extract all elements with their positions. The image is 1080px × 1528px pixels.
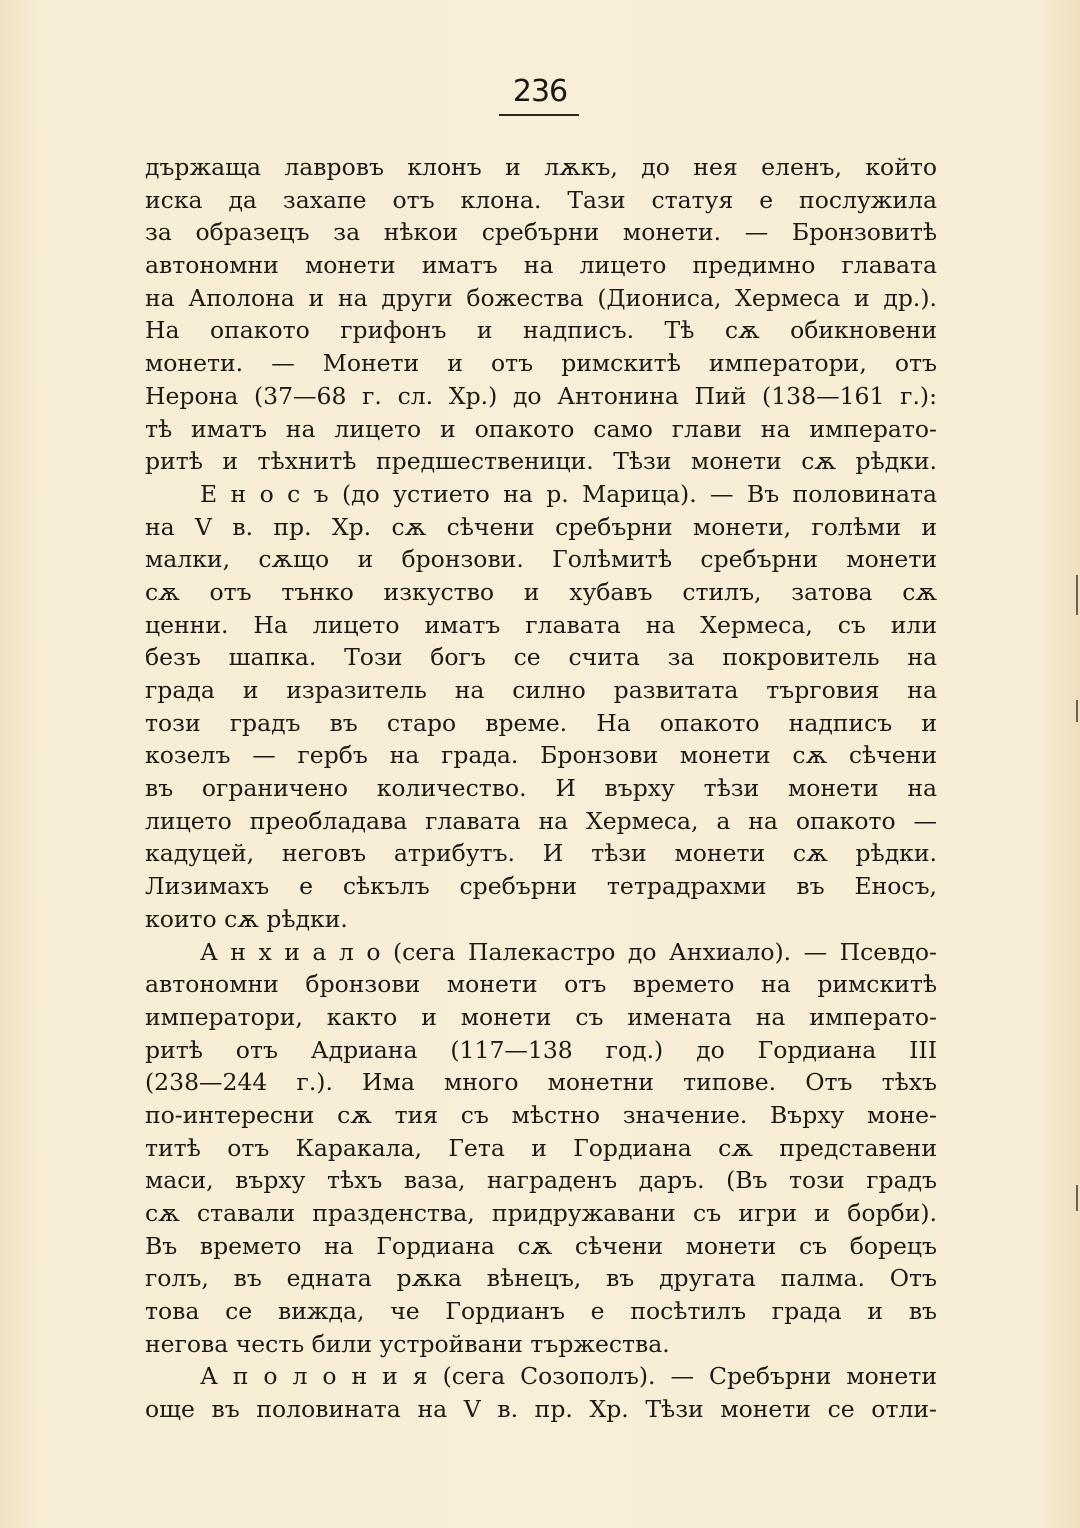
page-number: 236 <box>512 74 568 109</box>
page-edge-mark <box>1076 575 1078 615</box>
text-line: Лизимахъ е сѣкълъ сребърни тетрадрахми въ Еносъ, <box>145 872 937 901</box>
text-line: голъ, въ едната рѫка вѣнецъ, въ другата палма. Отъ <box>145 1264 937 1293</box>
page-edge-mark <box>1076 1185 1078 1211</box>
text-line: На опакото грифонъ и надписъ. Тѣ сѫ обикновени <box>145 316 937 345</box>
text-line: титѣ отъ Каракала, Гета и Гордиана сѫ представени <box>145 1133 937 1162</box>
text-line: монети. — Монети и отъ римскитѣ императори, отъ <box>145 349 937 378</box>
text-line: града и изразитель на силно развитата търговия на <box>145 676 937 704</box>
page-number-underline <box>499 114 579 116</box>
text-line: (238—244 г.). Има много монетни типове. Отъ тѣхъ <box>145 1068 937 1097</box>
text-line: иска да захапе отъ клона. Тази статуя е послужила <box>145 185 937 214</box>
text-line: автономни монети иматъ на лицето предимно главата <box>145 251 937 280</box>
text-line: на Аполона и на други божества (Диониса, Хермеса и др.). <box>145 283 937 312</box>
text-line: кадуцей, неговъ атрибутъ. И тѣзи монети сѫ рѣдки. <box>145 839 937 868</box>
text-line: А н х и а л о (сега Палекастро до Анхиало). — Псевдо- <box>200 937 937 966</box>
paragraph-enos <box>145 478 937 936</box>
text-line: лицето преобладава главата на Хермеса, а на опакото — <box>145 806 937 835</box>
text-line: за образецъ за нѣкои сребърни монети. — Бронзовитѣ <box>145 218 937 247</box>
paragraph-anhialo <box>145 936 937 1361</box>
text-line: А п о л о н и я (сега Созополъ). — Сребърни монети <box>200 1362 937 1391</box>
text-line: сѫ ставали празденства, придружавани съ игри и борби). <box>145 1199 937 1227</box>
text-line: ритѣ и тѣхнитѣ предшественици. Тѣзи монети сѫ рѣдки. <box>145 447 937 476</box>
paragraph-1 <box>145 151 937 478</box>
text-line: въ ограничено количество. И върху тѣзи монети на <box>145 774 937 803</box>
page-edge-mark <box>1076 700 1078 722</box>
body-text <box>145 151 937 1426</box>
text-line: Е н о с ъ (до устието на р. Марица). — Въ половината <box>200 479 937 508</box>
text-line: държаща лавровъ клонъ и лѫкъ, до нея еленъ, който <box>145 153 937 181</box>
text-line: които сѫ рѣдки. <box>145 904 348 933</box>
text-line: Въ времето на Гордиана сѫ сѣчени монети съ борецъ <box>145 1231 937 1260</box>
text-line: сѫ отъ тънко изкуство и хубавъ стилъ, затова сѫ <box>145 577 937 606</box>
text-line: автономни бронзови монети отъ времето на римскитѣ <box>145 970 937 999</box>
text-line: ценни. На лицето иматъ главата на Хермеса, съ или <box>145 610 937 639</box>
text-line: маси, върху тѣхъ ваза, награденъ даръ. (Въ този градъ <box>145 1166 937 1195</box>
text-line: този градъ въ старо време. На опакото надписъ и <box>145 708 937 737</box>
text-line: козелъ — гербъ на града. Бронзови монети сѫ сѣчени <box>145 741 937 770</box>
text-line: ритѣ отъ Адриана (117—138 год.) до Гордиана III <box>145 1035 937 1064</box>
text-line: Нерона (37—68 г. сл. Хр.) до Антонина Пий (138—161 г.): <box>145 381 937 410</box>
text-line: тѣ иматъ на лицето и опакото само глави на императо- <box>145 414 937 443</box>
text-line: негова честь били устройвани тържества. <box>145 1329 670 1358</box>
text-line: малки, сѫщо и бронзови. Голѣмитѣ сребърни монети <box>145 545 937 574</box>
paragraph-apolonia <box>145 1360 937 1425</box>
text-line: по-интересни сѫ тия съ мѣстно значение. Върху моне- <box>145 1100 937 1129</box>
text-line: безъ шапка. Този богъ се считa за покровитель на <box>145 643 937 672</box>
text-line: на V в. пр. Хр. сѫ сѣчени сребърни монети, голѣми и <box>145 512 937 541</box>
text-line: това се вижда, че Гордианъ е посѣтилъ града и въ <box>145 1297 937 1326</box>
text-line: още въ половината на V в. пр. Хр. Тѣзи монети се отли- <box>145 1395 937 1424</box>
text-line: императори, както и монети съ имената на императо- <box>145 1002 937 1031</box>
